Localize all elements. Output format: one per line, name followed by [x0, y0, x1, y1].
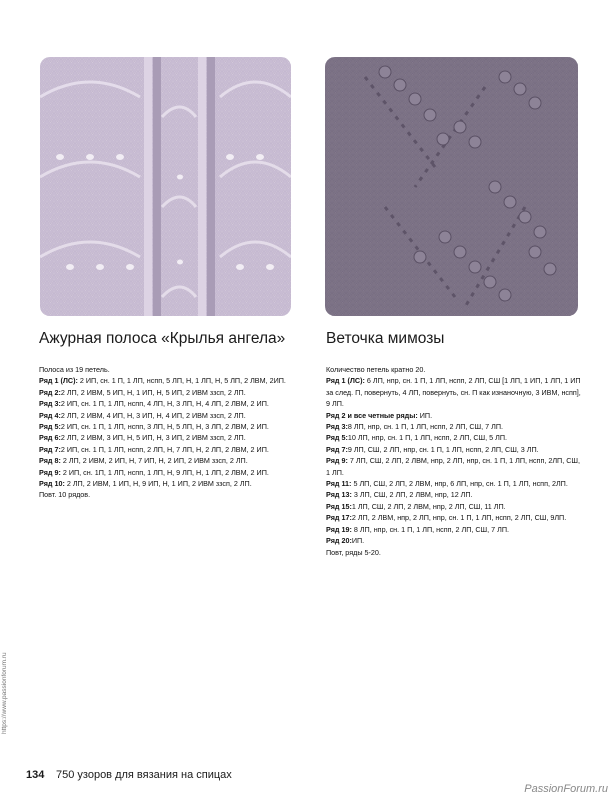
- row-text: 2 ЛП, 2 ЛВМ, нпр, 2 ЛП, нпр, сн. 1 П, 1 ЛП, нспп, 2 ЛП, СШ, 9ЛП.: [351, 513, 567, 523]
- instruction-row: [39, 375, 301, 386]
- row-label: Ряд 11:: [326, 479, 352, 489]
- row-text: Количество петель кратно 20.: [326, 365, 426, 374]
- instruction-row: [326, 410, 584, 421]
- side-url: https://www.passionforum.ru: [1, 652, 8, 734]
- row-text: 10 ЛП, нпр, сн. 1 П, 1 ЛП, нспп, 2 ЛП, СШ, 5 ЛП.: [347, 433, 508, 443]
- row-text: 2 ЛП, 2 ИВМ, 1 ИП, Н, 9 ИП, Н, 1 ИП, 2 ИВМ ззсп, 2 ЛП.: [64, 479, 252, 489]
- row-text: 2 ИП, сн. 1 П, 1 ЛП, нспп, 2 ЛП, Н, 7 ЛП, Н, 2 ЛП, 2 ЛВМ, 2 ИП.: [60, 444, 269, 454]
- row-label: Ряд 3:: [326, 422, 348, 432]
- row-text: 2 ИП, сн. 1П, 1 ЛП, нспп, 1 ЛП, Н, 9 ЛП, Н, 1 ЛП, 2 ЛВМ, 2 ИП.: [60, 467, 269, 477]
- watermark: PassionForum.ru: [524, 783, 608, 795]
- instruction-row: [39, 489, 301, 500]
- row-label: Ряд 9:: [39, 467, 61, 477]
- instruction-row: [326, 489, 584, 500]
- row-label: Ряд 20:: [326, 536, 352, 546]
- instruction-row: [326, 501, 584, 512]
- instruction-row: [326, 364, 584, 375]
- row-label: Ряд 1 (ЛС):: [39, 376, 78, 386]
- instruction-row: [39, 444, 301, 455]
- instruction-row: [39, 478, 301, 489]
- row-text: 2 ЛП, 2 ИВМ, 4 ИП, Н, 3 ИП, Н, 4 ИП, 2 ИВМ ззсп, 2 ЛП.: [60, 410, 246, 420]
- row-text: ИП.: [351, 536, 365, 546]
- row-label: Ряд 2:: [39, 387, 61, 397]
- instruction-row: [39, 455, 301, 466]
- row-text: ИП.: [417, 410, 433, 420]
- row-text: 2 ИП, сн. 1 П, 1 ЛП, нспп, 3 ЛП, Н, 5 ЛП, Н, 3 ЛП, 2 ЛВМ, 2 ИП.: [60, 422, 269, 432]
- row-label: Ряд 5:: [39, 422, 61, 432]
- row-label: Ряд 6:: [39, 433, 61, 443]
- book-title: 750 узоров для вязания на спицах: [56, 769, 232, 781]
- row-text: 8 ЛП, нпр, сн. 1 П, 1 ЛП, нспп, 2 ЛП, СШ, 7 ЛП.: [347, 422, 504, 432]
- lace-knit-texture: [40, 57, 291, 316]
- row-text: 2 ЛП, 2 ИВМ, 2 ИП, Н, 7 ИП, Н, 2 ИП, 2 ИВМ ззсп, 2 ЛП.: [60, 456, 248, 466]
- mimosa-knit-texture: [325, 57, 578, 316]
- instruction-row: [326, 535, 584, 546]
- row-label: Ряд 8:: [39, 456, 61, 466]
- right-pattern-instructions: [326, 364, 584, 558]
- page-number: 134: [26, 769, 45, 781]
- row-text: Повт, ряды 5-20.: [326, 547, 381, 557]
- row-label: Ряд 2 и все четные ряды:: [326, 410, 418, 420]
- instruction-row: [39, 432, 301, 443]
- row-label: Ряд 9:: [326, 456, 348, 466]
- row-label: Ряд 5:: [326, 433, 348, 443]
- row-label: Ряд 7:: [39, 444, 61, 454]
- left-pattern-instructions: [39, 364, 301, 501]
- instruction-row: [39, 398, 301, 409]
- instruction-row: [39, 421, 301, 432]
- row-text: 8 ЛП, нпр, сн. 1 П, 1 ЛП, нспп, 2 ЛП, СШ, 7 ЛП.: [351, 524, 510, 534]
- row-label: Ряд 10:: [39, 479, 65, 489]
- row-text: Полоса из 19 петель.: [39, 365, 110, 374]
- row-label: Ряд 4:: [39, 410, 61, 420]
- instruction-row: [39, 364, 301, 375]
- instruction-row: [39, 387, 301, 398]
- row-text: 6 ЛП, нпр, сн. 1 П, 1 ЛП, нспп, 2 ЛП, СШ [1 ЛП, 1 ИП, 1 ЛП, 1 ИП за след. П, повернуть, 4 ЛП, повернуть, сн. П как изнаночную, 3 ИВМ, нспп], 9 ЛП.: [326, 376, 581, 409]
- instruction-row: [326, 547, 584, 558]
- row-text: 2 ИП, сн. 1 П, 1 ЛП, нспп, 4 ЛП, Н, 3 ЛП, Н, 4 ЛП, 2 ЛВМ, 2 ИП.: [60, 399, 269, 409]
- instruction-row: [326, 432, 584, 443]
- instruction-row: [326, 444, 584, 455]
- row-text: 1 ЛП, СШ, 2 ЛП, 2 ЛВМ, нпр, 2 ЛП, СШ, 11 ЛП.: [351, 501, 506, 511]
- instruction-row: [326, 512, 584, 523]
- instruction-row: [326, 524, 584, 535]
- row-text: Повт. 10 рядов.: [39, 490, 91, 500]
- row-text: 7 ЛП, СШ, 2 ЛП, 2 ЛВМ, нпр, 2 ЛП, нпр, сн. 1 П, 1 ЛП, нспп, 2ЛП, СШ, 1 ЛП.: [326, 456, 580, 477]
- row-label: Ряд 19:: [326, 524, 352, 534]
- instruction-row: [326, 455, 584, 478]
- row-text: 2 ИП, сн. 1 П, 1 ЛП, нспп, 5 ЛП, Н, 1 ЛП, Н, 5 ЛП, 2 ЛВМ, 2ИП.: [77, 376, 286, 386]
- instruction-row: [326, 421, 584, 432]
- instruction-row: [326, 478, 584, 489]
- row-label: Ряд 3:: [39, 399, 61, 409]
- instruction-row: [39, 467, 301, 478]
- row-text: 5 ЛП, СШ, 2 ЛП, 2 ЛВМ, нпр, 6 ЛП, нпр, сн. 1 П, 1 ЛП, нспп, 2ЛП.: [351, 479, 568, 489]
- row-text: 9 ЛП, СШ, 2 ЛП, нпр, сн. 1 П, 1 ЛП, нспп, 2 ЛП, СШ, 3 ЛП.: [347, 444, 539, 454]
- row-label: Ряд 17:: [326, 513, 352, 523]
- instruction-row: [39, 410, 301, 421]
- row-label: Ряд 1 (ЛС):: [326, 376, 365, 386]
- row-label: Ряд 15:: [326, 501, 352, 511]
- row-label: Ряд 7:: [326, 444, 348, 454]
- row-text: 2 ЛП, 2 ИВМ, 3 ИП, Н, 5 ИП, Н, 3 ИП, 2 ИВМ ззсп, 2 ЛП.: [60, 433, 246, 443]
- right-pattern-title: Веточка мимозы: [326, 330, 445, 347]
- mimosa-pattern-photo: [325, 57, 578, 316]
- row-label: Ряд 13:: [326, 490, 352, 500]
- lace-pattern-photo: [40, 57, 291, 316]
- instruction-row: [326, 375, 584, 409]
- row-text: 3 ЛП, СШ, 2 ЛП, 2 ЛВМ, нпр, 12 ЛП.: [351, 490, 473, 500]
- left-pattern-title: Ажурная полоса «Крылья ангела»: [39, 330, 286, 347]
- row-text: 2 ЛП, 2 ИВМ, 5 ИП, Н, 1 ИП, Н, 5 ИП, 2 ИВМ ззсп, 2 ЛП.: [60, 387, 246, 397]
